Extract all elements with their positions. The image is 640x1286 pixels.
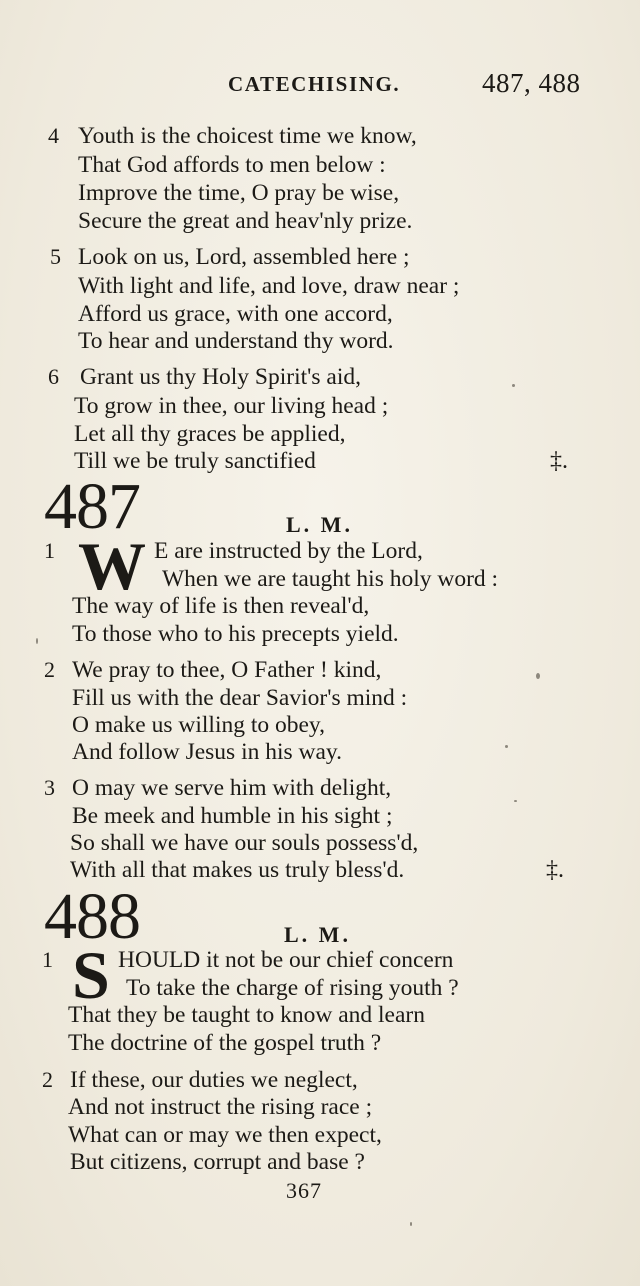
verse-number: 6 (48, 364, 59, 389)
verse-line: Till we be truly sanctified (74, 448, 316, 474)
verse-line: Secure the great and heav'nly prize. (78, 208, 413, 234)
verse-line: With light and life, and love, draw near ; (78, 273, 460, 299)
verse-line: Youth is the choicest time we know, (78, 123, 417, 149)
verse-number: 2 (44, 657, 55, 682)
verse-number: 1 (44, 538, 55, 563)
verse-line: O make us willing to obey, (72, 712, 326, 738)
drop-cap: W (78, 528, 146, 604)
hymn-number: 488 (44, 880, 140, 953)
ink-speck (505, 745, 508, 748)
verse-line: O may we serve him with delight, (72, 775, 392, 801)
end-mark: ‡. (550, 448, 568, 474)
verse-line: And not instruct the rising race ; (68, 1094, 373, 1120)
hymn-meter: L. M. (284, 922, 351, 947)
ink-speck (36, 638, 38, 644)
verse-line: The doctrine of the gospel truth ? (68, 1030, 382, 1056)
verse-line: The way of life is then reveal'd, (72, 593, 370, 619)
page-header (0, 70, 640, 106)
drop-cap: S (72, 937, 110, 1013)
end-mark: ‡. (546, 857, 564, 883)
verse-line: To take the charge of rising youth ? (126, 975, 459, 1001)
verse-line: To those who to his precepts yield. (72, 621, 399, 647)
verse-line: That God affords to men below : (78, 152, 386, 178)
verse-line: Grant us thy Holy Spirit's aid, (80, 364, 362, 390)
verse-line: Afford us grace, with one accord, (78, 301, 393, 327)
ink-speck (536, 673, 540, 679)
verse-line: We pray to thee, O Father ! kind, (72, 657, 382, 683)
verse-line: To grow in thee, our living head ; (74, 393, 389, 419)
verse-number: 2 (42, 1067, 53, 1092)
verse-line: And follow Jesus in his way. (72, 739, 343, 765)
page-number: 367 (286, 1178, 322, 1203)
verse-line: To hear and understand thy word. (78, 328, 394, 354)
verse-line: Improve the time, O pray be wise, (78, 180, 400, 206)
verse-line: So shall we have our souls possess'd, (70, 830, 419, 856)
verse-line: If these, our duties we neglect, (70, 1067, 358, 1093)
verse-line: Fill us with the dear Savior's mind : (72, 685, 408, 711)
verse-line: HOULD it not be our chief concern (118, 947, 454, 973)
verse-number: 5 (50, 244, 61, 269)
hymn-range: 487, 488 (482, 68, 581, 98)
running-head: CATECHISING. (228, 72, 401, 96)
verse-line: With all that makes us truly bless'd. (70, 857, 405, 883)
verse-number: 1 (42, 947, 53, 972)
verse-line: But citizens, corrupt and base ? (70, 1149, 365, 1175)
verse-line: When we are taught his holy word : (162, 566, 499, 592)
verse-line: Let all thy graces be applied, (74, 421, 346, 447)
verse-number: 4 (48, 123, 59, 148)
ink-speck (514, 800, 517, 802)
verse-line: Be meek and humble in his sight ; (72, 803, 393, 829)
ink-speck (410, 1222, 412, 1226)
hymn-meter: L. M. (286, 512, 353, 537)
verse-line: What can or may we then expect, (68, 1122, 382, 1148)
verse-line: E are instructed by the Lord, (154, 538, 423, 564)
hymn-number: 487 (44, 470, 140, 543)
verse-line: That they be taught to know and learn (68, 1002, 425, 1028)
verse-line: Look on us, Lord, assembled here ; (78, 244, 410, 270)
verse-number: 3 (44, 775, 55, 800)
ink-speck (512, 384, 515, 387)
